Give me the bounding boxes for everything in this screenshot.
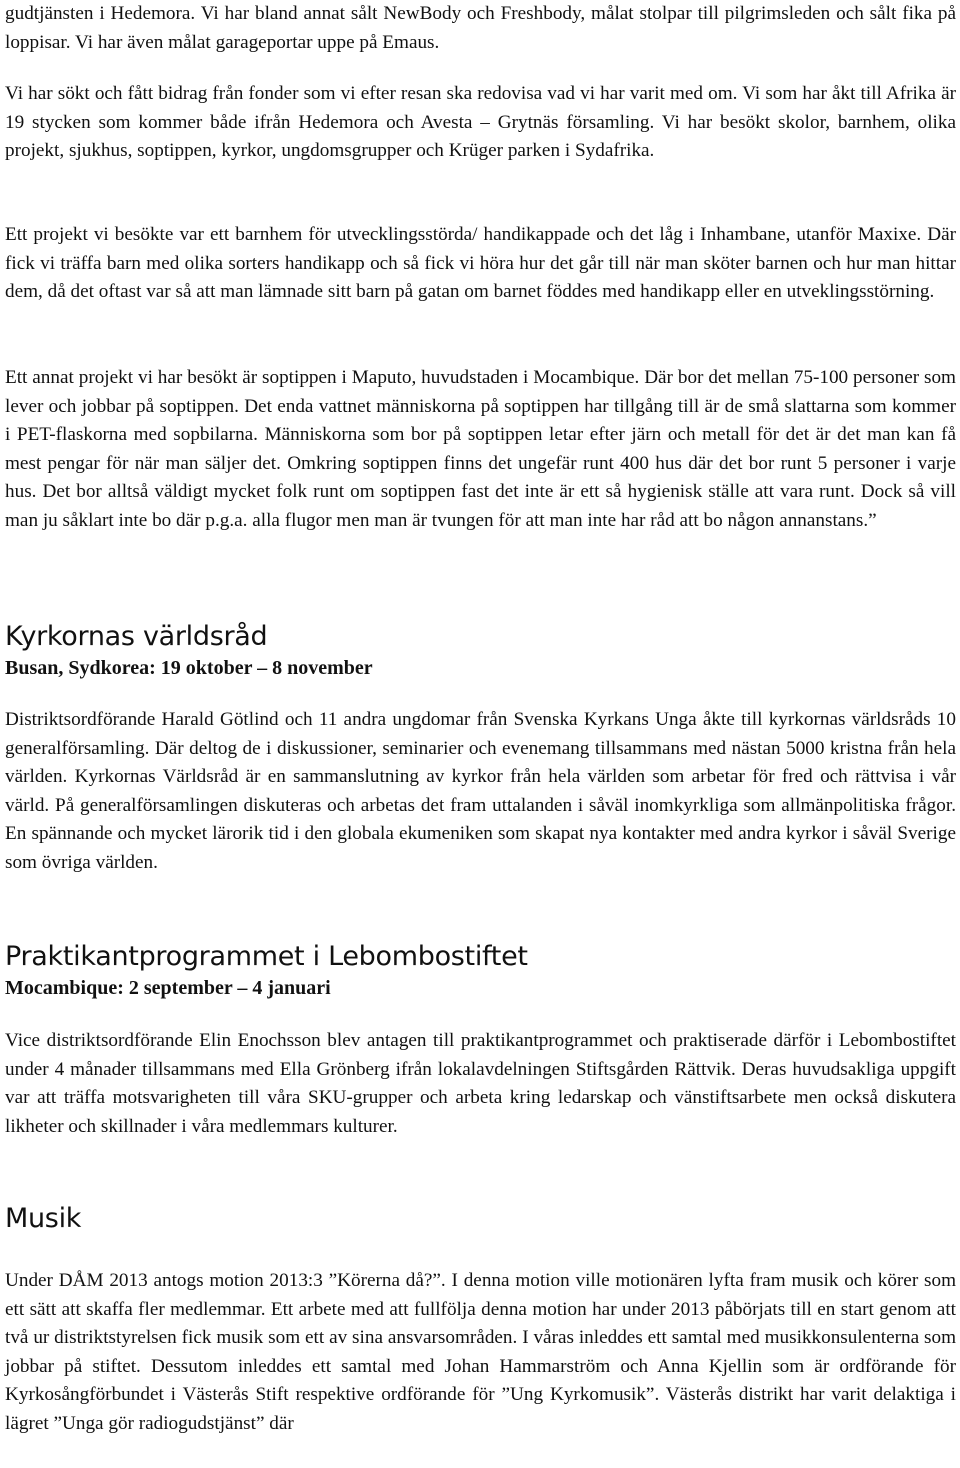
paragraph-text: gudtjänsten i Hedemora. Vi har bland annat sålt NewBody och Freshbody, målat stolpar till pilgrimsleden och sålt fika på loppisar. Vi har även målat garageportar uppe på Emaus.: [5, 3, 956, 53]
section-heading: Musik: [5, 1203, 82, 1234]
section-body: Distriktsordförande Harald Götlind och 11 andra ungdomar från Svenska Kyrkans Unga åkte till kyrkornas världsråds 10 generalförsamling. Där deltog de i diskussioner, seminarier och evenemang tillsammans med nästan 5000 kristna från hela världen. Kyrkornas Världsråd är en sammanslutning av kyrkor från hela världen som arbetar för fred och rättvisa i vår värld. På generalförsamlingen diskuteras och arbetas det fram uttalanden i såväl inomkyrkliga som allmänpolitiska frågor. En spännande och mycket lärorik tid i den globala ekumeniken som skapat nya kontakter med andra kyrkor i såväl Sverige som övriga världen.: [5, 709, 956, 873]
paragraph-text: Ett annat projekt vi har besökt är soptippen i Maputo, huvudstaden i Mocambique. Där bor det mellan 75-100 personer som lever och jobbar på soptippen. Det enda vattnet människorna på soptippen har tillgång till är de små slattarna som kommer i PET-flaskorna med sopbilarna. Människorna som bor på soptippen letar efter järn och metall för det är det man kan få mest pengar för när man säljer det. Omkring soptippen finns det ungefär runt 400 hus där det bor runt 5 personer i varje hus. Det bor alltså väldigt mycket folk runt om soptippen fast det inte är ett så hygienisk ställe att vara runt. Dock så vill man ju såklart inte bo där p.g.a. alla flugor men man är tvungen för att man inte har råd att bo någon annanstans.”: [5, 367, 956, 531]
section-praktikantprogrammet: [5, 940, 956, 1141]
section-body: Under DÅM 2013 antogs motion 2013:3 ”Körerna då?”. I denna motion ville motionären lyfta fram musik och körer som ett sätt att skaffa fler medlemmar. Ett arbete med att fullfölja denna motion har under 2013 påbörjats till en start genom att två ur distriktstyrelsen fick musik som ett av sina ansvarsområden. I våras inleddes ett samtal med musikkonsulenterna som jobbar på stiftet. Dessutom inleddes ett samtal med Johan Hammarström och Anna Kjellin som är ordförande för Kyrkosångförbundet i Västerås Stift respektive ordförande för ”Ung Kyrkomusik”. Västerås distrikt har varit delaktiga i lägret ”Unga gör radiogudstjänst” där: [5, 1270, 956, 1434]
section-heading: Praktikantprogrammet i Lebombostiftet: [5, 941, 528, 972]
paragraph-intro-continued: [5, 0, 956, 57]
section-body: Vice distriktsordförande Elin Enochsson blev antagen till praktikantprogrammet och praktiserade därför i Lebombostiftet under 4 månader tillsammans med Ella Grönberg ifrån lokalavdelningen Stiftsgården Rättvik. Deras huvudsakliga uppgift var att träffa motsvarigheten till våra SKU-grupper och arbeta kring ledarskap och vänstiftsarbete men också diskutera likheter och skillnader i våra medlemmars kulturer.: [5, 1030, 956, 1137]
section-subheading: Mocambique: 2 september – 4 januari: [5, 977, 331, 999]
paragraph-orphanage: [5, 221, 956, 307]
paragraph-text: Vi har sökt och fått bidrag från fonder som vi efter resan ska redovisa vad vi har varit med om. Vi som har åkt till Afrika är 19 stycken som kommer både ifrån Hedemora och Avesta – Grytnäs församling. Vi har besökt skolor, barnhem, olika projekt, sjukhus, soptippen, kyrkor, ungdomsgrupper och Krüger parken i Sydafrika.: [5, 83, 956, 161]
section-musik: [5, 1202, 956, 1438]
paragraph-landfill: [5, 364, 956, 535]
paragraph-funding: [5, 80, 956, 166]
section-kyrkornas-varldsrad: [5, 620, 956, 877]
section-heading: Kyrkornas världsråd: [5, 621, 268, 652]
paragraph-text: Ett projekt vi besökte var ett barnhem för utvecklingsstörda/ handikappade och det låg i Inhambane, utanför Maxixe. Där fick vi träffa barn med olika sorters handikapp och så fick vi höra hur det går till när man sköter barnen och hur man hittar dem, då det oftast var så att man lämnade sitt barn på gatan om barnet föddes med handikapp eller en utveklingsstörning.: [5, 224, 956, 302]
section-subheading: Busan, Sydkorea: 19 oktober – 8 november: [5, 657, 373, 679]
